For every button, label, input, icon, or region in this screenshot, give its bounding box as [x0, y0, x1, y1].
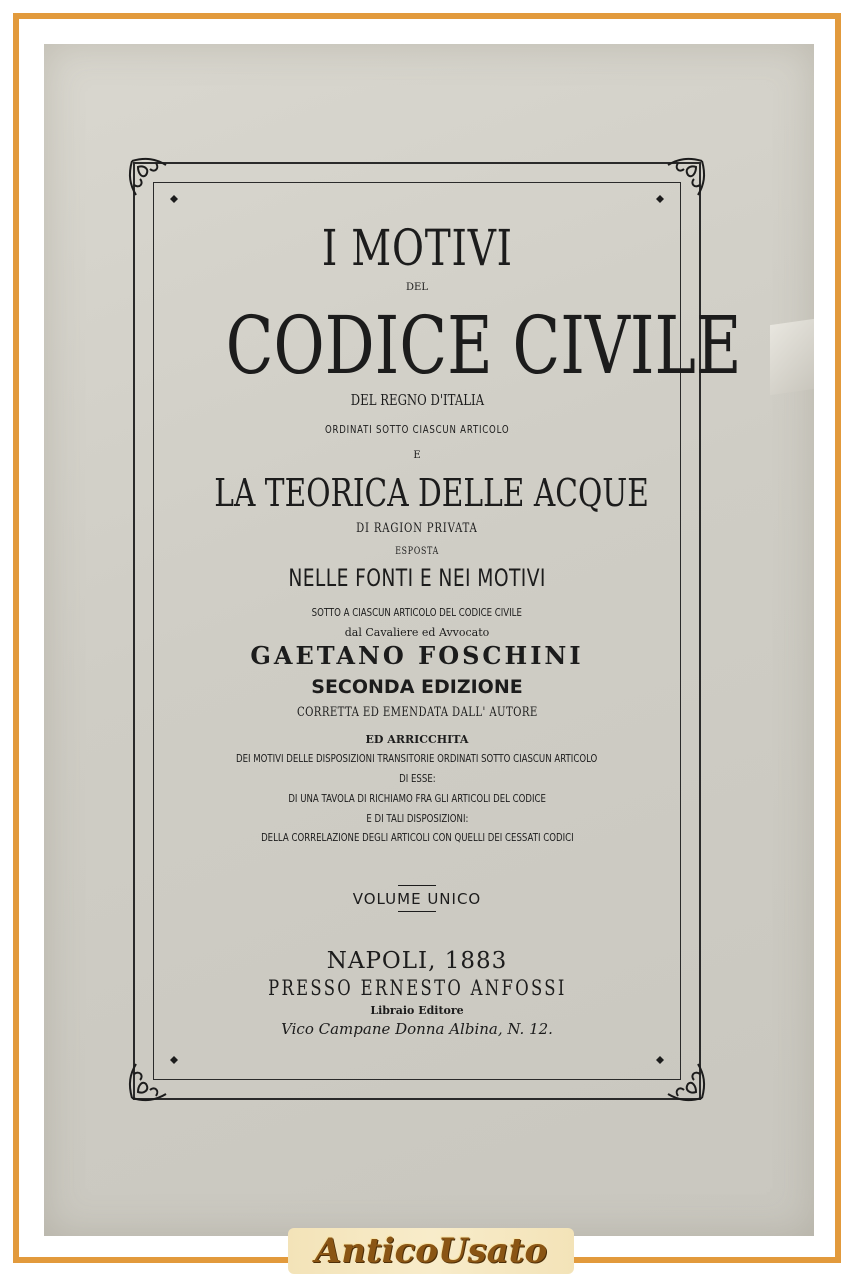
contents-line-1: DEI MOTIVI DELLE DISPOSIZIONI TRANSITORIE ORDINATI SOTTO CIASCUN ARTICOLO [236, 752, 598, 765]
contents-line-3: DI UNA TAVOLA DI RICHIAMO FRA GLI ARTICOLI DEL CODICE [288, 792, 546, 805]
subtitle-esposta: ESPOSTA [395, 546, 439, 557]
publisher-address: Vico Campane Donna Albina, N. 12. [281, 1020, 553, 1038]
title-del: DEL [406, 282, 428, 293]
corner-ornament-icon [126, 155, 182, 211]
author-credit: dal Cavaliere ed Avvocato [344, 626, 490, 639]
contents-line-2: DI ESSE: [398, 772, 436, 785]
arricchita: ED ARRICCHITA [365, 733, 469, 746]
author-name: GAETANO FOSCHINI [250, 641, 584, 670]
title-fonti: NELLE FONTI E NEI MOTIVI [288, 564, 546, 592]
title-teorica: LA TEORICA DELLE ACQUE [214, 471, 649, 515]
title-line-1: I MOTIVI [321, 219, 513, 277]
subtitle-ragion: DI RAGION PRIVATA [356, 521, 478, 536]
contents-line-5: DELLA CORRELAZIONE DEGLI ARTICOLI CON QUELLI DEI CESSATI CODICI [260, 831, 574, 844]
conjunction-e: E [413, 450, 421, 461]
subtitle-sotto: SOTTO A CIASCUN ARTICOLO DEL CODICE CIVILE [311, 606, 523, 619]
brand-logo: AnticoUsato [314, 1231, 548, 1271]
contents-line-4: E DI TALI DISPOSIZIONI: [366, 812, 468, 825]
subtitle-regno: DEL REGNO D'ITALIA [350, 391, 484, 409]
publisher: PRESSO ERNESTO ANFOSSI [267, 976, 567, 1000]
place-year: NAPOLI, 1883 [326, 948, 508, 974]
edition: SECONDA EDIZIONE [311, 676, 523, 698]
divider [398, 911, 436, 912]
corner-ornament-icon [652, 155, 708, 211]
page-tear [770, 319, 814, 395]
corner-ornament-icon [652, 1048, 708, 1104]
title-line-2: CODICE CIVILE [225, 299, 742, 392]
publisher-role: Libraio Editore [370, 1004, 464, 1017]
divider [398, 885, 436, 886]
subtitle-ordinati: ORDINATI SOTTO CIASCUN ARTICOLO [324, 423, 510, 436]
volume-label: VOLUME UNICO [352, 890, 482, 908]
edition-note: CORRETTA ED EMENDATA DALL' AUTORE [296, 705, 538, 720]
corner-ornament-icon [126, 1048, 182, 1104]
